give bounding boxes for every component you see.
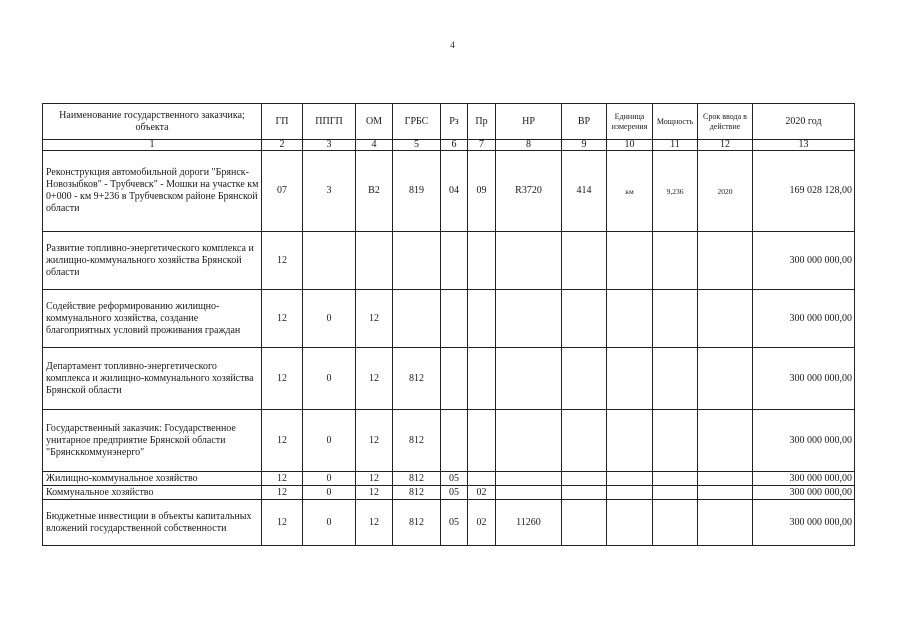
page-number: 4 (450, 40, 455, 50)
header-name: Наименование государственного заказчика; объекта (43, 104, 262, 140)
cell-amount: 300 000 000,00 (753, 232, 855, 290)
table-row (43, 410, 855, 472)
cell-amount: 300 000 000,00 (753, 500, 855, 546)
column-number-row (43, 140, 855, 151)
cell-name: Жилищно-коммунальное хозяйство (43, 472, 262, 486)
cell-unit (607, 348, 653, 410)
cell-rz (441, 348, 468, 410)
cell-gp: 12 (262, 472, 303, 486)
column-number: 2 (262, 140, 303, 151)
table-row (43, 151, 855, 232)
cell-unit (607, 410, 653, 472)
cell-ppgp: 0 (303, 410, 356, 472)
header-unit: Единица измерения (607, 104, 653, 140)
cell-grbs: 812 (393, 486, 441, 500)
cell-power (653, 348, 698, 410)
cell-grbs (393, 232, 441, 290)
cell-vr (562, 348, 607, 410)
cell-ppgp: 0 (303, 472, 356, 486)
cell-name: Департамент топливно-энергетического комплекса и жилищно-коммунального хозяйства Брянской области (43, 348, 262, 410)
header-om: ОМ (356, 104, 393, 140)
cell-amount: 169 028 128,00 (753, 151, 855, 232)
column-number: 5 (393, 140, 441, 151)
cell-term (698, 472, 753, 486)
cell-vr (562, 472, 607, 486)
header-gp: ГП (262, 104, 303, 140)
cell-amount: 300 000 000,00 (753, 410, 855, 472)
cell-nr (496, 348, 562, 410)
header-year: 2020 год (753, 104, 855, 140)
cell-power (653, 486, 698, 500)
cell-pr (468, 348, 496, 410)
cell-nr (496, 486, 562, 500)
cell-vr (562, 232, 607, 290)
cell-nr: R3720 (496, 151, 562, 232)
cell-amount: 300 000 000,00 (753, 486, 855, 500)
cell-term (698, 500, 753, 546)
column-number: 1 (43, 140, 262, 151)
cell-power (653, 472, 698, 486)
cell-term (698, 290, 753, 348)
cell-gp: 12 (262, 232, 303, 290)
cell-vr (562, 486, 607, 500)
cell-power (653, 500, 698, 546)
cell-om: 12 (356, 410, 393, 472)
cell-power: 9,236 (653, 151, 698, 232)
header-pr: Пр (468, 104, 496, 140)
cell-unit: км (607, 151, 653, 232)
cell-rz: 05 (441, 486, 468, 500)
cell-vr (562, 410, 607, 472)
cell-pr (468, 410, 496, 472)
cell-pr: 02 (468, 500, 496, 546)
header-nr: НР (496, 104, 562, 140)
cell-gp: 12 (262, 410, 303, 472)
column-number: 11 (653, 140, 698, 151)
column-number: 13 (753, 140, 855, 151)
column-number: 8 (496, 140, 562, 151)
cell-unit (607, 472, 653, 486)
column-number: 7 (468, 140, 496, 151)
header-ppgp: ППГП (303, 104, 356, 140)
cell-name: Коммунальное хозяйство (43, 486, 262, 500)
cell-term (698, 410, 753, 472)
cell-grbs: 812 (393, 500, 441, 546)
table-row (43, 348, 855, 410)
cell-rz (441, 410, 468, 472)
cell-ppgp: 0 (303, 290, 356, 348)
column-number: 4 (356, 140, 393, 151)
cell-ppgp: 0 (303, 500, 356, 546)
cell-name: Реконструкция автомобильной дороги "Брянск-Новозыбков" - Трубчевск" - Мошки на участке км 0+000 - км 9+236 в Трубчевском районе Брянской области (43, 151, 262, 232)
cell-gp: 12 (262, 486, 303, 500)
column-number: 9 (562, 140, 607, 151)
cell-rz: 04 (441, 151, 468, 232)
cell-unit (607, 500, 653, 546)
cell-grbs: 812 (393, 348, 441, 410)
cell-om: 12 (356, 500, 393, 546)
cell-gp: 12 (262, 290, 303, 348)
cell-unit (607, 290, 653, 348)
header-vr: ВР (562, 104, 607, 140)
cell-name: Развитие топливно-энергетического комплекса и жилищно-коммунального хозяйства Брянской области (43, 232, 262, 290)
cell-vr (562, 290, 607, 348)
cell-rz: 05 (441, 500, 468, 546)
cell-nr (496, 232, 562, 290)
column-number: 6 (441, 140, 468, 151)
cell-rz: 05 (441, 472, 468, 486)
cell-unit (607, 486, 653, 500)
cell-ppgp (303, 232, 356, 290)
cell-name: Государственный заказчик: Государственное унитарное предприятие Брянской области "Брянсккоммунэнерго" (43, 410, 262, 472)
cell-pr: 02 (468, 486, 496, 500)
budget-table (42, 103, 855, 546)
cell-rz (441, 290, 468, 348)
cell-nr (496, 410, 562, 472)
cell-pr (468, 232, 496, 290)
cell-pr: 09 (468, 151, 496, 232)
cell-pr (468, 472, 496, 486)
table-row (43, 232, 855, 290)
cell-name: Содействие реформированию жилищно-коммунального хозяйства, создание благоприятных условий проживания граждан (43, 290, 262, 348)
cell-ppgp: 3 (303, 151, 356, 232)
column-number: 10 (607, 140, 653, 151)
cell-grbs (393, 290, 441, 348)
cell-vr: 414 (562, 151, 607, 232)
cell-unit (607, 232, 653, 290)
cell-gp: 07 (262, 151, 303, 232)
table-row (43, 500, 855, 546)
cell-om: 12 (356, 348, 393, 410)
table-body (43, 151, 855, 546)
header-rz: Рз (441, 104, 468, 140)
cell-term (698, 348, 753, 410)
cell-term: 2020 (698, 151, 753, 232)
header-power: Мощность (653, 104, 698, 140)
header-term: Срок ввода в действие (698, 104, 753, 140)
cell-rz (441, 232, 468, 290)
table-row (43, 290, 855, 348)
cell-power (653, 410, 698, 472)
cell-om: 12 (356, 472, 393, 486)
cell-term (698, 232, 753, 290)
cell-amount: 300 000 000,00 (753, 472, 855, 486)
cell-amount: 300 000 000,00 (753, 348, 855, 410)
cell-om: 12 (356, 486, 393, 500)
cell-nr (496, 290, 562, 348)
cell-vr (562, 500, 607, 546)
table-row (43, 472, 855, 486)
table-row (43, 486, 855, 500)
cell-grbs: 812 (393, 472, 441, 486)
cell-gp: 12 (262, 348, 303, 410)
cell-power (653, 232, 698, 290)
cell-term (698, 486, 753, 500)
cell-nr (496, 472, 562, 486)
cell-grbs: 812 (393, 410, 441, 472)
cell-name: Бюджетные инвестиции в объекты капитальных вложений государственной собственности (43, 500, 262, 546)
cell-om (356, 232, 393, 290)
cell-amount: 300 000 000,00 (753, 290, 855, 348)
column-number: 12 (698, 140, 753, 151)
cell-om: 12 (356, 290, 393, 348)
cell-grbs: 819 (393, 151, 441, 232)
cell-om: B2 (356, 151, 393, 232)
cell-ppgp: 0 (303, 348, 356, 410)
cell-nr: 11260 (496, 500, 562, 546)
cell-ppgp: 0 (303, 486, 356, 500)
header-row (43, 104, 855, 140)
header-grbs: ГРБС (393, 104, 441, 140)
cell-power (653, 290, 698, 348)
cell-gp: 12 (262, 500, 303, 546)
column-number: 3 (303, 140, 356, 151)
cell-pr (468, 290, 496, 348)
